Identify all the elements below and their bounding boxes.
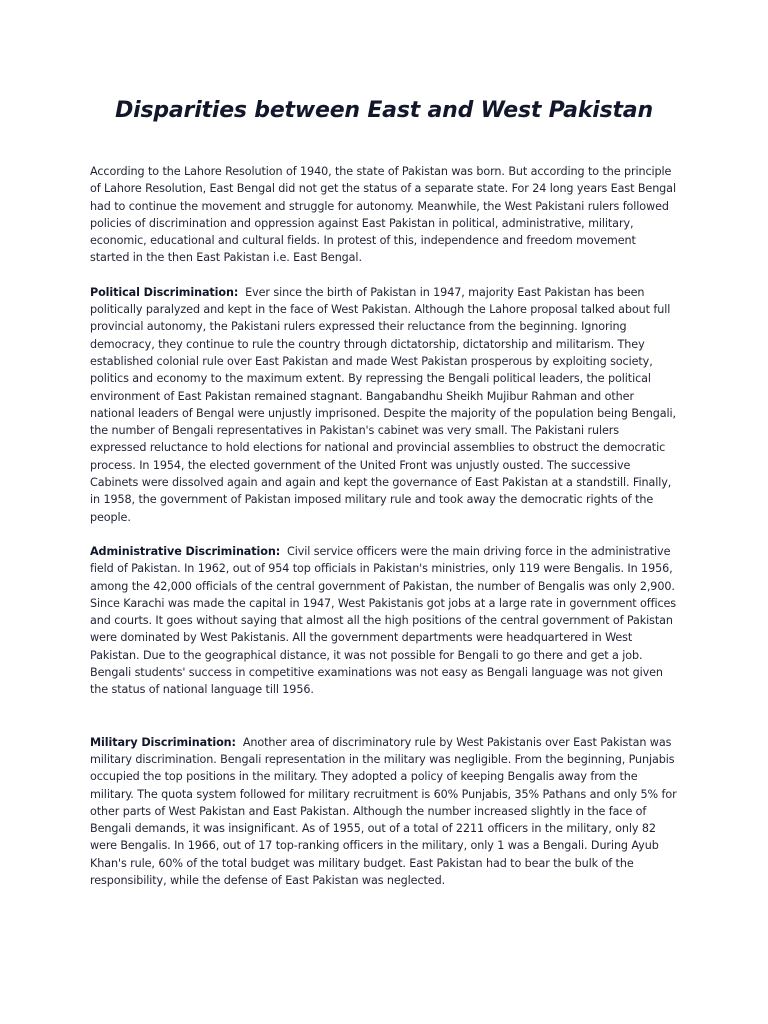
military-discrimination-paragraph bbox=[90, 734, 678, 890]
political-discrimination-paragraph bbox=[90, 284, 678, 526]
political-discrimination-heading: Political Discrimination: bbox=[90, 285, 239, 299]
intro-paragraph: According to the Lahore Resolution of 1940, the state of Pakistan was born. But according to the principle of Lahore Resolution, East Bengal did not get the status of a separate state. For 24 long years East Bengal had to continue the movement and struggle for autonomy. Meanwhile, the West Pakistani rulers followed policies of discrimination and oppression against East Pakistan in political, administrative, military, economic, educational and cultural fields. In protest of this, independence and freedom movement started in the then East Pakistan i.e. East Bengal. bbox=[90, 165, 676, 265]
military-discrimination-heading: Military Discrimination: bbox=[90, 735, 236, 749]
military-discrimination-body: Another area of discriminatory rule by West Pakistanis over East Pakistan was military discrimination. Bengali representation in the military was negligible. From the beginning, Punjabis occupied the top positions in the military. They adopted a policy of keeping Bengalis away from the military. The quota system followed for military recruitment is 60% Punjabis, 35% Pathans and only 5% for other parts of West Pakistan and East Pakistan. Although the number increased slightly in the face of Bengali demands, it was insignificant. As of 1955, out of a total of 2211 officers in the military, only 82 were Bengalis. In 1966, out of 17 top-ranking officers in the military, only 1 was a Bengali. During Ayub Khan's rule, 60% of the total budget was military budget. East Pakistan had to bear the bulk of the responsibility, while the defense of East Pakistan was neglected. bbox=[90, 735, 677, 887]
administrative-discrimination-body: Civil service officers were the main driving force in the administrative field of Pakistan. In 1962, out of 954 top officials in Pakistan's ministries, only 119 were Bengalis. In 1956, among the 42,000 officials of the central government of Pakistan, the number of Bengalis was only 2,900. Since Karachi was made the capital in 1947, West Pakistanis got jobs at a large rate in government offices and courts. It goes without saying that almost all the high positions of the central government of Pakistan were dominated by West Pakistanis. All the government departments were headquartered in West Pakistan. Due to the geographical distance, it was not possible for Bengali to go there and get a job. Bengali students' success in competitive examinations was not easy as Bengali language was not given the status of national language till 1956. bbox=[90, 544, 677, 697]
administrative-discrimination-heading: Administrative Discrimination: bbox=[90, 544, 281, 558]
political-discrimination-body: Ever since the birth of Pakistan in 1947, majority East Pakistan has been politically paralyzed and kept in the face of West Pakistan. Although the Lahore proposal talked about full provincial autonomy, the Pakistani rulers expressed their reluctance from the beginning. Ignoring democracy, they continue to rule the country through dictatorship, dictatorship and militarism. They established colonial rule over East Pakistan and made West Pakistan prosperous by exploiting society, politics and economy to the maximum extent. By repressing the Bengali political leaders, the political environment of East Pakistan remained stagnant. Bangabandhu Sheikh Mujibur Rahman and other national leaders of Bengal were unjustly imprisoned. Despite the majority of the population being Bengali, the number of Bengali representatives in Pakistan's cabinet was very small. The Pakistani rulers expressed reluctance to hold elections for national and provincial assemblies to obstruct the democratic process. In 1954, the elected government of the United Front was unjustly ousted. The successive Cabinets were dissolved again and again and kept the governance of East Pakistan at a standstill. Finally, in 1958, the government of Pakistan imposed military rule and took away the democratic rights of the people. bbox=[90, 285, 676, 524]
document-title: Disparities between East and West Pakistan bbox=[115, 98, 653, 123]
administrative-discrimination-paragraph bbox=[90, 543, 678, 699]
